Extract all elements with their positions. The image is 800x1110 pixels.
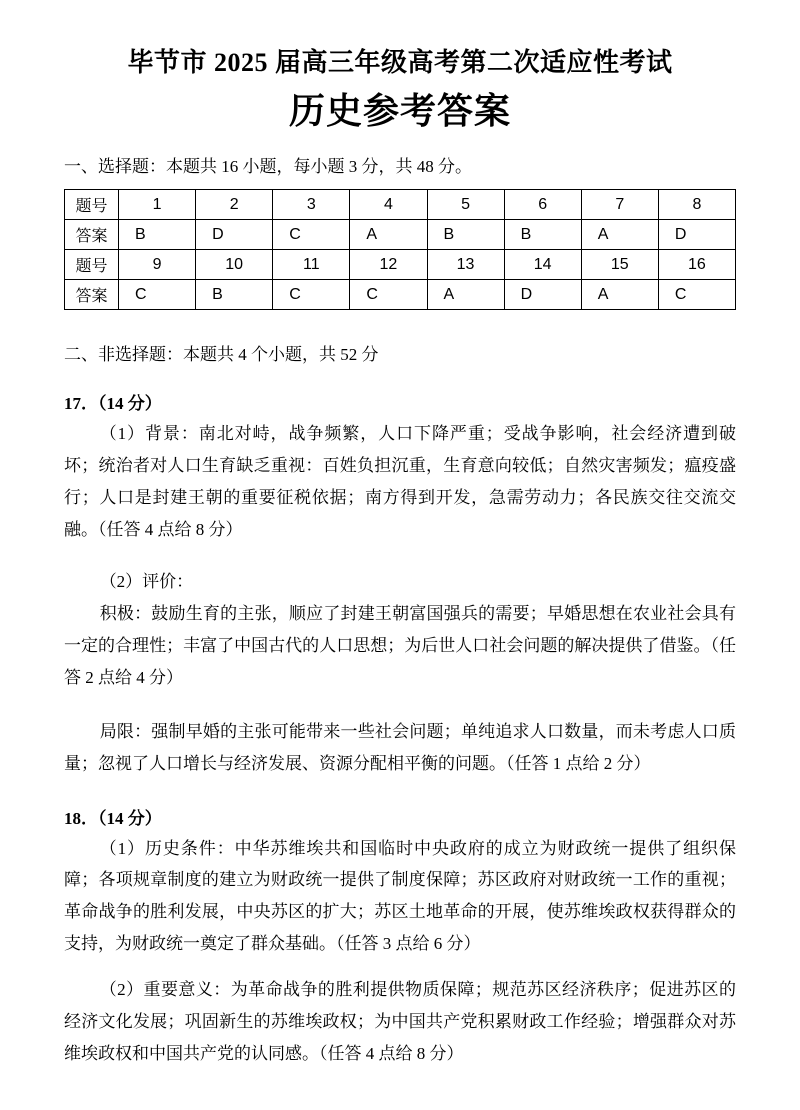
row-header-cell: 题号 (65, 190, 119, 220)
answer-cell: A (581, 220, 658, 250)
answer-cell: A (581, 280, 658, 310)
question-number-cell: 15 (581, 250, 658, 280)
q17-part2-limitation-answer: 局限：强制早婚的主张可能带来一些社会问题；单纯追求人口数量，而未考虑人口质量；忽视了人口增长与经济发展、资源分配相平衡的问题。（任答 1 点给 2 分） (64, 721, 736, 773)
answer-cell: D (504, 280, 581, 310)
question-number-cell: 1 (119, 190, 196, 220)
table-row-question-numbers (65, 190, 736, 220)
question-number-cell: 12 (350, 250, 427, 280)
answers-table (64, 189, 736, 310)
question-18-number: 18．（14 分） (64, 808, 162, 828)
question-number-cell: 8 (658, 190, 735, 220)
row-header-cell: 题号 (65, 250, 119, 280)
question-number-cell: 7 (581, 190, 658, 220)
question-number-cell: 11 (273, 250, 350, 280)
answer-cell: C (119, 280, 196, 310)
question-number-cell: 6 (504, 190, 581, 220)
answer-cell: C (658, 280, 735, 310)
question-number-cell: 2 (196, 190, 273, 220)
table-row-answers (65, 280, 736, 310)
row-header-cell: 答案 (65, 220, 119, 250)
q17-part2-label: （2）评价： (99, 571, 194, 591)
row-header-cell: 答案 (65, 280, 119, 310)
q18-part2-answer: （2）重要意义：为革命战争的胜利提供物质保障；规范苏区经济秩序；促进苏区的经济文化发展；巩固新生的苏维埃政权；为中国共产党积累财政工作经验；增强群众对苏维埃政权和中国共产党的认同感。（任答 4 点给 8 分） (64, 980, 736, 1064)
question-number-cell: 10 (196, 250, 273, 280)
answer-cell: C (273, 220, 350, 250)
exam-title: 毕节市 2025 届高三年级高考第二次适应性考试 (127, 48, 673, 77)
answer-cell: C (350, 280, 427, 310)
essay-section-heading: 二、非选择题：本题共 4 个小题，共 52 分 (64, 345, 379, 364)
answer-cell: B (196, 280, 273, 310)
question-number-cell: 13 (427, 250, 504, 280)
question-number-cell: 5 (427, 190, 504, 220)
question-number-cell: 3 (273, 190, 350, 220)
answer-cell: B (427, 220, 504, 250)
choice-section-heading: 一、选择题：本题共 16 小题，每小题 3 分，共 48 分。 (64, 157, 472, 176)
answer-cell: D (658, 220, 735, 250)
question-17-number: 17．（14 分） (64, 394, 162, 413)
question-number-cell: 4 (350, 190, 427, 220)
answer-cell: D (196, 220, 273, 250)
answer-cell: A (427, 280, 504, 310)
table-row-question-numbers (65, 250, 736, 280)
answer-cell: C (273, 280, 350, 310)
answer-cell: B (119, 220, 196, 250)
q18-part1-answer: （1）历史条件：中华苏维埃共和国临时中央政府的成立为财政统一提供了组织保障；各项规章制度的建立为财政统一提供了制度保障；苏区政府对财政统一工作的重视；革命战争的胜利发展，中央苏区的扩大；苏区土地革命的开展，使苏维埃政权获得群众的支持，为财政统一奠定了群众基础。（任答 3 点给 6 分） (64, 838, 736, 954)
table-row-answers (65, 220, 736, 250)
question-number-cell: 9 (119, 250, 196, 280)
q17-part2-positive-answer: 积极：鼓励生育的主张，顺应了封建王朝富国强兵的需要；早婚思想在农业社会具有一定的合理性；丰富了中国古代的人口思想；为后世人口社会问题的解决提供了借鉴。（任答 2 点给 4 分） (64, 603, 736, 687)
question-number-cell: 14 (504, 250, 581, 280)
q17-part1-answer: （1）背景：南北对峙，战争频繁，人口下降严重；受战争影响，社会经济遭到破坏；统治者对人口生育缺乏重视：百姓负担沉重，生育意向较低；自然灾害频发；瘟疫盛行；人口是封建王朝的重要征税依据；南方得到开发，急需劳动力；各民族交往交流交融。（任答 4 点给 8 分） (64, 424, 736, 539)
answer-cell: B (504, 220, 581, 250)
answer-cell: A (350, 220, 427, 250)
question-number-cell: 16 (658, 250, 735, 280)
answer-key-title: 历史参考答案 (288, 91, 511, 131)
